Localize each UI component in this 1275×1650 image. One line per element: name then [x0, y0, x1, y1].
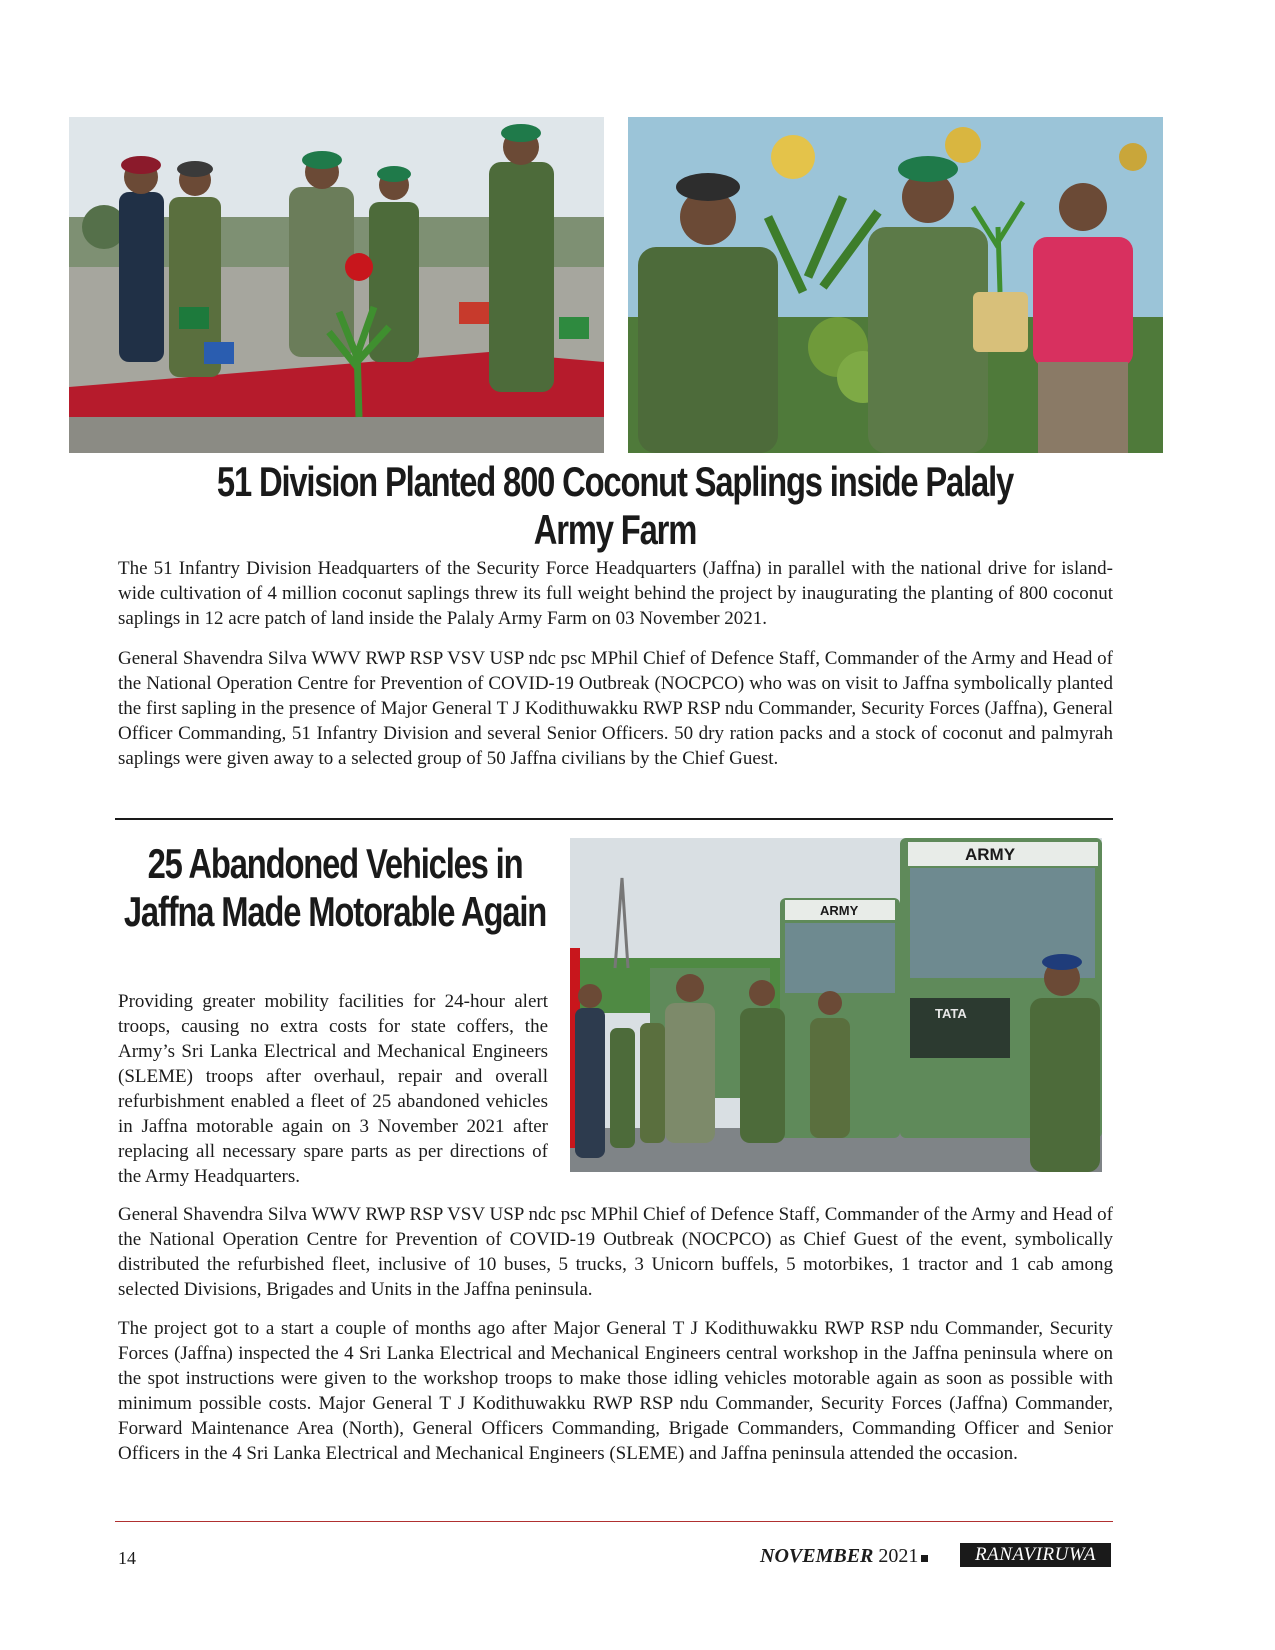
- article2-paragraph-1: Providing greater mobility facilities for 24-hour alert troops, causing no extra costs for state coffers, the Army’s Sri Lanka Electrical and Mechanical Engineers (SLEME) troops after overhaul, repair and overall refurbishment enabled a fleet of 25 abandoned vehicles in Jaffna motorable again on 3 November 2021 after replacing all necessary spare parts as per directions of the Army Headquarters.: [118, 991, 548, 1187]
- bus-sign-large: ARMY: [965, 845, 1016, 864]
- bus-sign-small: ARMY: [820, 903, 859, 918]
- article2-headline: 25 Abandoned Vehicles in Jaffna Made Motorable Again: [123, 840, 547, 935]
- section-divider: [115, 818, 1113, 820]
- issue-date: [760, 1545, 918, 1568]
- issue-month: NOVEMBER: [760, 1545, 874, 1567]
- article1-paragraph-2: General Shavendra Silva WWV RWP RSP VSV USP ndc psc MPhil Chief of Defence Staff, Commander of the Army and Head of the National Operation Centre for Prevention of COVID-19 Outbreak (NOCPCO) who was on visit to Jaffna symbolically planted the first sapling in the presence of Major General T J Kodithuwakku RWP RSP ndu Commander, Security Forces (Jaffna), General Officer Commanding, 51 Infantry Division and several Senior Officers. 50 dry ration packs and a stock of coconut and palmyrah saplings were given away to a selected group of 50 Jaffna civilians by the Chief Guest.: [118, 648, 1113, 769]
- footer-rule: [115, 1521, 1113, 1522]
- photo-coconut-planting: [69, 117, 604, 453]
- article2-paragraph-2: General Shavendra Silva WWV RWP RSP VSV USP ndc psc MPhil Chief of Defence Staff, Commander of the Army and Head of the National Operation Centre for Prevention of COVID-19 Outbreak (NOCPCO) as Chief Guest of the event, symbolically distributed the refurbished fleet, inclusive of 10 buses, 5 trucks, 3 Unicorn buffels, 5 motorbikes, 1 tractor and 1 cab among selected Divisions, Brigades and Units in the Jaffna peninsula.: [118, 1204, 1113, 1300]
- article1-paragraph-1: The 51 Infantry Division Headquarters of the Security Force Headquarters (Jaffna) in parallel with the national drive for island-wide cultivation of 4 million coconut saplings threw its full weight behind the project by inaugurating the planting of 800 coconut saplings in 12 acre patch of land inside the Palaly Army Farm on 03 November 2021.: [118, 558, 1113, 629]
- bus-brand: TATA: [935, 1006, 967, 1021]
- photo-vehicle-inspection: [570, 838, 1102, 1172]
- photo-sapling-handover: [628, 117, 1163, 453]
- issue-year: 2021: [878, 1545, 919, 1567]
- article1-headline: 51 Division Planted 800 Coconut Saplings inside Palaly Army Farm: [216, 458, 1014, 553]
- magazine-title: RANAVIRUWA: [960, 1543, 1111, 1567]
- footer-separator-square: [921, 1555, 928, 1562]
- page-number: 14: [118, 1548, 136, 1568]
- article2-paragraph-3: The project got to a start a couple of months ago after Major General T J Kodithuwakku RWP RSP ndu Commander, Security Forces (Jaffna) inspected the 4 Sri Lanka Electrical and Mechanical Engineers central workshop in the Jaffna peninsula where on the spot instructions were given to the workshop troops to make those idling vehicles motorable again as soon as possible with minimum possible costs. Major General T J Kodithuwakku RWP RSP ndu Commander, Security Forces (Jaffna) Commander, Forward Maintenance Area (North), General Officers Commanding, Brigade Commanders, Commanding Officer and Senior Officers in the 4 Sri Lanka Electrical and Mechanical Engineers (SLEME) and Jaffna peninsula attended the occasion.: [118, 1318, 1113, 1464]
